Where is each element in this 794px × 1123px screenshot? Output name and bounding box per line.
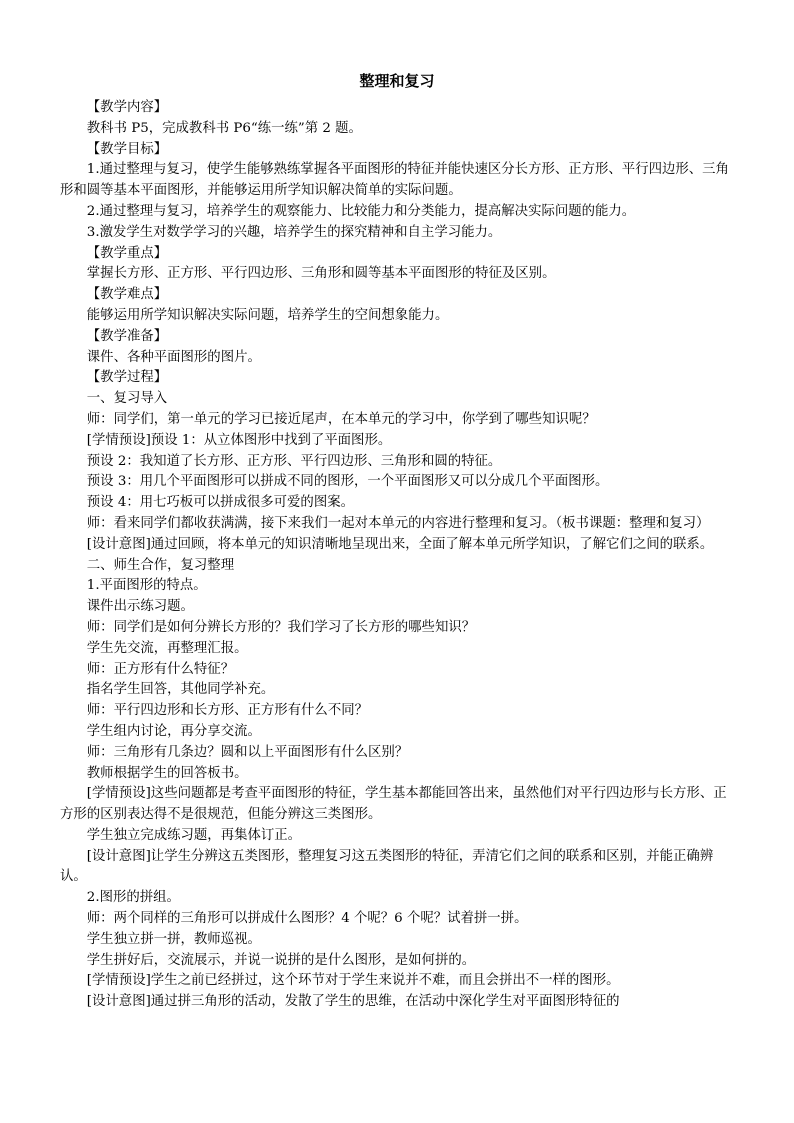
body-paragraph: [设计意图]通过回顾，将本单元的知识清晰地呈现出来，全面了解本单元所学知识，了解它们之间的联系。 bbox=[86, 536, 714, 552]
body-paragraph: 2.图形的拼组。 bbox=[86, 890, 180, 906]
body-paragraph: 3.激发学生对数学学习的兴趣，培养学生的探究精神和自主学习能力。 bbox=[86, 224, 502, 240]
body-paragraph: 掌握长方形、正方形、平行四边形、三角形和圆等基本平面图形的特征及区别。 bbox=[86, 266, 556, 282]
body-paragraph: 能够运用所学知识解决实际问题，培养学生的空间想象能力。 bbox=[86, 307, 449, 323]
body-paragraph: 2.通过整理与复习，培养学生的观察能力、比较能力和分类能力，提高解决实际问题的能力。 bbox=[86, 203, 636, 219]
body-paragraph: 师：三角形有几条边？圆和以上平面图形有什么区别？ bbox=[86, 744, 409, 760]
body-paragraph: 1.通过整理与复习，使学生能够熟练掌握各平面图形的特征并能快速区分长方形、正方形、平行四边形、三角形和圆等基本平面图形，并能够运用所学知识解决简单的实际问题。 bbox=[60, 162, 729, 199]
body-paragraph: 学生拼好后，交流展示，并说一说拼的是什么图形，是如何拼的。 bbox=[86, 952, 476, 968]
body-paragraph: [学情预设]学生之前已经拼过，这个环节对于学生来说并不难，而且会拼出不一样的图形。 bbox=[86, 973, 620, 989]
section-heading: 【教学目标】 bbox=[86, 141, 168, 157]
body-paragraph: 师：正方形有什么特征？ bbox=[86, 661, 235, 677]
body-paragraph: 预设 4：用七巧板可以拼成很多可爱的图案。 bbox=[86, 495, 354, 511]
body-paragraph: 师：两个同样的三角形可以拼成什么图形？4 个呢？6 个呢？试着拼一拼。 bbox=[86, 911, 528, 927]
body-paragraph: [设计意图]通过拼三角形的活动，发散了学生的思维，在活动中深化学生对平面图形特征的 bbox=[86, 994, 620, 1010]
body-paragraph: 师：平行四边形和长方形、正方形有什么不同？ bbox=[86, 703, 368, 719]
body-paragraph: [学情预设]预设 1：从立体图形中找到了平面图形。 bbox=[86, 432, 392, 448]
body-paragraph: 1.平面图形的特点。 bbox=[86, 578, 207, 594]
body-paragraph: 学生独立拼一拼，教师巡视。 bbox=[86, 931, 261, 947]
body-paragraph: 师：同学们，第一单元的学习已接近尾声，在本单元的学习中，你学到了哪些知识呢？ bbox=[86, 411, 596, 427]
section-heading: 【教学准备】 bbox=[86, 328, 168, 344]
body-paragraph: 预设 2：我知道了长方形、正方形、平行四边形、三角形和圆的特征。 bbox=[86, 453, 502, 469]
body-paragraph: 教师根据学生的回答板书。 bbox=[86, 765, 248, 781]
body-paragraph: 师：同学们是如何分辨长方形的？我们学习了长方形的哪些知识？ bbox=[86, 619, 476, 635]
body-paragraph: 学生独立完成练习题，再集体订正。 bbox=[86, 827, 302, 843]
body-paragraph: 预设 3：用几个平面图形可以拼成不同的图形，一个平面图形又可以分成几个平面图形。 bbox=[86, 474, 609, 490]
body-paragraph: 学生先交流，再整理汇报。 bbox=[86, 640, 248, 656]
body-paragraph: 学生组内讨论，再分享交流。 bbox=[86, 723, 261, 739]
document-body bbox=[60, 98, 736, 1013]
body-paragraph: 一、复习导入 bbox=[86, 391, 168, 407]
body-paragraph: 师：看来同学们都收获满满，接下来我们一起对本单元的内容进行整理和复习。（板书课题：整理和复习） bbox=[86, 515, 710, 531]
body-paragraph: 二、师生合作，复习整理 bbox=[86, 557, 235, 573]
section-heading: 【教学难点】 bbox=[86, 287, 168, 303]
body-paragraph: [学情预设]这些问题都是考查平面图形的特征，学生基本都能回答出来，虽然他们对平行四边形与长方形、正方形的区别表达得不是很规范，但能分辨这三类图形。 bbox=[60, 786, 727, 823]
section-heading: 【教学重点】 bbox=[86, 245, 168, 261]
section-heading: 【教学过程】 bbox=[86, 370, 168, 386]
body-paragraph: 课件出示练习题。 bbox=[86, 599, 194, 615]
document-title: 整理和复习 bbox=[359, 72, 435, 90]
body-paragraph: [设计意图]让学生分辨这五类图形，整理复习这五类图形的特征，弄清它们之间的联系和区别，并能正确辨认。 bbox=[60, 848, 714, 885]
body-paragraph: 教科书 P5，完成教科书 P6“练一练”第 2 题。 bbox=[86, 120, 362, 136]
body-paragraph: 课件、各种平面图形的图片。 bbox=[86, 349, 261, 365]
section-heading: 【教学内容】 bbox=[86, 100, 168, 115]
body-paragraph: 指名学生回答，其他同学补充。 bbox=[86, 682, 275, 698]
